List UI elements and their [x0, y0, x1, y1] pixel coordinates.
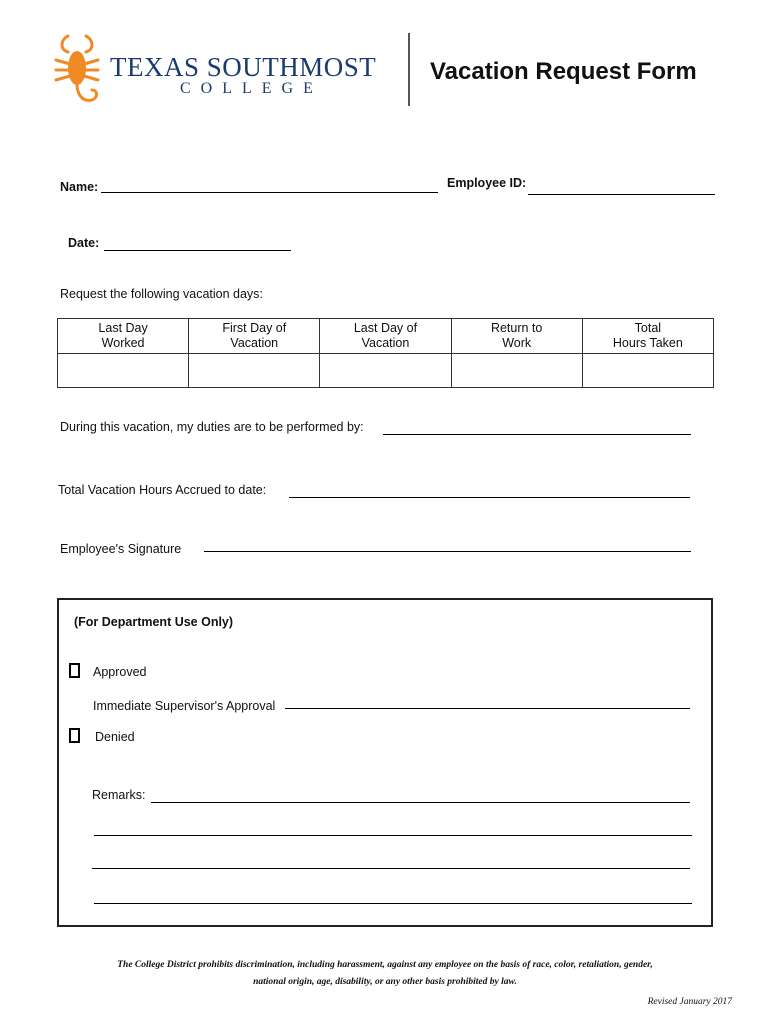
request-instructions: Request the following vacation days:: [60, 287, 263, 301]
employee-id-field[interactable]: [528, 180, 715, 195]
department-use-box: [57, 598, 713, 927]
cell-first-day-vacation[interactable]: [189, 354, 320, 388]
header-total-hours: Total Hours Taken: [582, 319, 713, 354]
signature-field[interactable]: [204, 541, 691, 552]
approved-label: Approved: [93, 665, 147, 679]
header-last-day-worked: Last Day Worked: [58, 319, 189, 354]
date-field[interactable]: [104, 236, 291, 251]
header-first-day-vacation: First Day of Vacation: [189, 319, 320, 354]
form-title: Vacation Request Form: [430, 58, 697, 85]
denied-checkbox[interactable]: [69, 728, 80, 743]
name-label: Name:: [60, 180, 99, 194]
scorpion-icon: [52, 30, 110, 106]
supervisor-approval-label: Immediate Supervisor's Approval: [93, 699, 276, 713]
denied-label: Denied: [95, 730, 135, 744]
logo-text-line1: TEXAS SOUTHMOST: [110, 52, 377, 82]
department-title: (For Department Use Only): [74, 615, 234, 629]
nondiscrimination-statement-line2: national origin, age, disability, or any other basis prohibited by law.: [253, 977, 517, 987]
remarks-line-4[interactable]: [94, 888, 692, 904]
date-label: Date:: [68, 236, 100, 250]
header-last-day-vacation: Last Day of Vacation: [320, 319, 451, 354]
revision-date: Revised January 2017: [647, 997, 732, 1007]
remarks-line-3[interactable]: [92, 854, 690, 869]
accrued-hours-field[interactable]: [289, 483, 690, 498]
employee-id-label: Employee ID:: [447, 176, 527, 190]
table-row: [58, 354, 714, 388]
cell-last-day-vacation[interactable]: [320, 354, 451, 388]
cell-return-to-work[interactable]: [451, 354, 582, 388]
table-header-row: [58, 319, 714, 354]
supervisor-approval-field[interactable]: [285, 696, 690, 709]
header-return-to-work: Return to Work: [451, 319, 582, 354]
remarks-line-1[interactable]: [151, 788, 690, 803]
duties-field[interactable]: [383, 420, 691, 435]
vacation-days-table: [57, 318, 714, 388]
logo-text-line2: COLLEGE: [180, 80, 323, 97]
remarks-line-2[interactable]: [94, 820, 692, 836]
accrued-hours-label: Total Vacation Hours Accrued to date:: [58, 483, 267, 497]
remarks-label: Remarks:: [92, 788, 146, 802]
nondiscrimination-statement-line1: The College District prohibits discrimination, including harassment, against any employee on the basis of race, color, retaliation, gender,: [117, 960, 653, 970]
name-field[interactable]: [101, 180, 438, 193]
college-logo: [52, 30, 392, 108]
header-divider: [408, 33, 410, 106]
signature-label: Employee's Signature: [60, 542, 182, 556]
cell-last-day-worked[interactable]: [58, 354, 189, 388]
cell-total-hours[interactable]: [582, 354, 713, 388]
duties-label: During this vacation, my duties are to be performed by:: [60, 420, 364, 434]
approved-checkbox[interactable]: [69, 663, 80, 678]
